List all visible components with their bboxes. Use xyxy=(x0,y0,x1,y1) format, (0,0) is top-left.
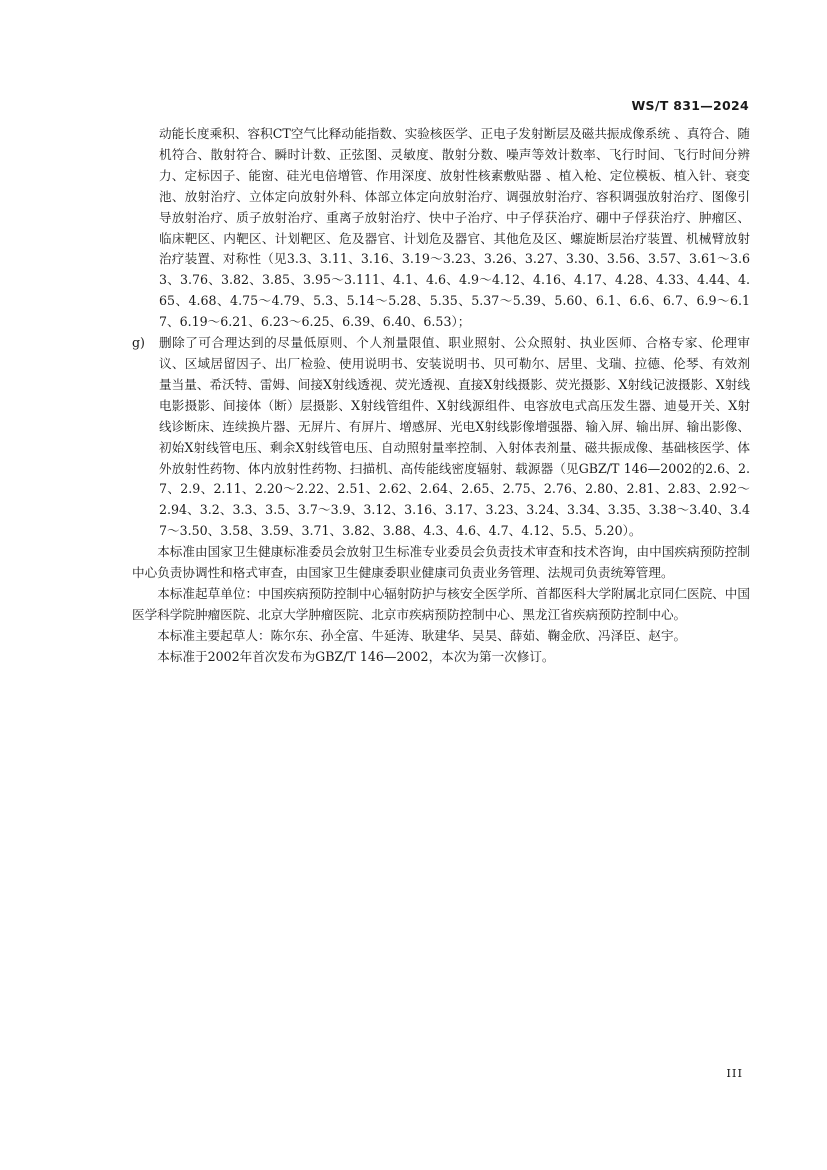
list-item xyxy=(132,333,750,542)
document-body xyxy=(132,124,750,668)
page-number: III xyxy=(726,1066,743,1080)
list-item-text: 动能长度乘积、容积CT空气比释动能指数、实验核医学、正电子发射断层及磁共振成像系统 、真符合、随机符合、散射符合、瞬时计数、正弦图、灵敏度、散射分数、噪声等效计数率、飞行时间、飞行时间分辨力、定标因子、能窗、硅光电倍增管、作用深度、放射性核素敷贴器 、植入枪、定位模板、植入针、衰变池、放射治疗、立体定向放射外科、体部立体定向放射治疗、调强放射治疗、容积调强放射治疗、图像引导放射治疗、质子放射治疗、重离子放射治疗、快中子治疗、中子俘获治疗、硼中子俘获治疗、肿瘤区、临床靶区、内靶区、计划靶区、危及器官、计划危及器官、其他危及区、螺旋断层治疗装置、机械臂放射治疗装置、对称性（见3.3、3.11、3.16、3.19～3.23、3.26、3.27、3.30、3.56、3.57、3.61～3.63、3.76、3.82、3.85、3.95～3.111、4.1、4.6、4.9～4.12、4.16、4.17、4.28、4.33、4.44、4.65、4.68、4.75～4.79、5.3、5.14～5.28、5.35、5.37～5.39、5.60、6.1、6.6、6.7、6.9～6.17、6.19～6.21、6.23～6.25、6.39、6.40、6.53）； xyxy=(159,126,750,330)
list-item xyxy=(132,124,750,333)
paragraph-history: 本标准于2002年首次发布为GBZ/T 146—2002，本次为第一次修订。 xyxy=(157,648,555,664)
paragraph-drafters: 本标准主要起草人：陈尔东、孙全富、牛延涛、耿建华、吴昊、薛茹、鞠金欣、冯泽臣、赵宇。 xyxy=(157,627,687,643)
list-marker: g) xyxy=(132,335,145,351)
paragraph-review-committee: 本标准由国家卫生健康标准委员会放射卫生标准专业委员会负责技术审查和技术咨询，由中国疾病预防控制中心负责协调性和格式审查，由国家卫生健康委职业健康司负责业务管理、法规司负责统筹管理。 xyxy=(132,544,750,581)
list-item-text: 删除了可合理达到的尽量低原则、个人剂量限值、职业照射、公众照射、执业医师、合格专家、伦理审议、区域居留因子、出厂检验、使用说明书、安装说明书、贝可勒尔、居里、戈瑞、拉德、伦琴、有效剂量当量、希沃特、雷姆、间接X射线透视、荧光透视、直接X射线摄影、荧光摄影、X射线记波摄影、X射线电影摄影、间接体（断）层摄影、X射线管组件、X射线源组件、电容放电式高压发生器、迪曼开关、X射线诊断床、连续换片器、无屏片、有屏片、增感屏、光电X射线影像增强器、输入屏、输出屏、输出影像、初始X射线管电压、剩余X射线管电压、自动照射量率控制、入射体表剂量、磁共振成像、基础核医学、体外放射性药物、体内放射性药物、扫描机、高传能线密度辐射、载源器（见GBZ/T 146—2002的2.6、2.7、2.9、2.11、2.20～2.22、2.51、2.62、2.64、2.65、2.75、2.76、2.80、2.81、2.83、2.92～2.94、3.2、3.3、3.5、3.7～3.9、3.12、3.16、3.17、3.23、3.24、3.34、3.35、3.38～3.40、3.47～3.50、3.58、3.59、3.71、3.82、3.88、4.3、4.6、4.7、4.12、5.5、5.20）。 xyxy=(159,335,750,539)
paragraph-drafting-units: 本标准起草单位：中国疾病预防控制中心辐射防护与核安全医学所、首都医科大学附属北京同仁医院、中国医学科学院肿瘤医院、北京大学肿瘤医院、北京市疾病预防控制中心、黑龙江省疾病预防控制中心。 xyxy=(132,585,750,622)
standard-code: WS/T 831—2024 xyxy=(631,98,749,113)
